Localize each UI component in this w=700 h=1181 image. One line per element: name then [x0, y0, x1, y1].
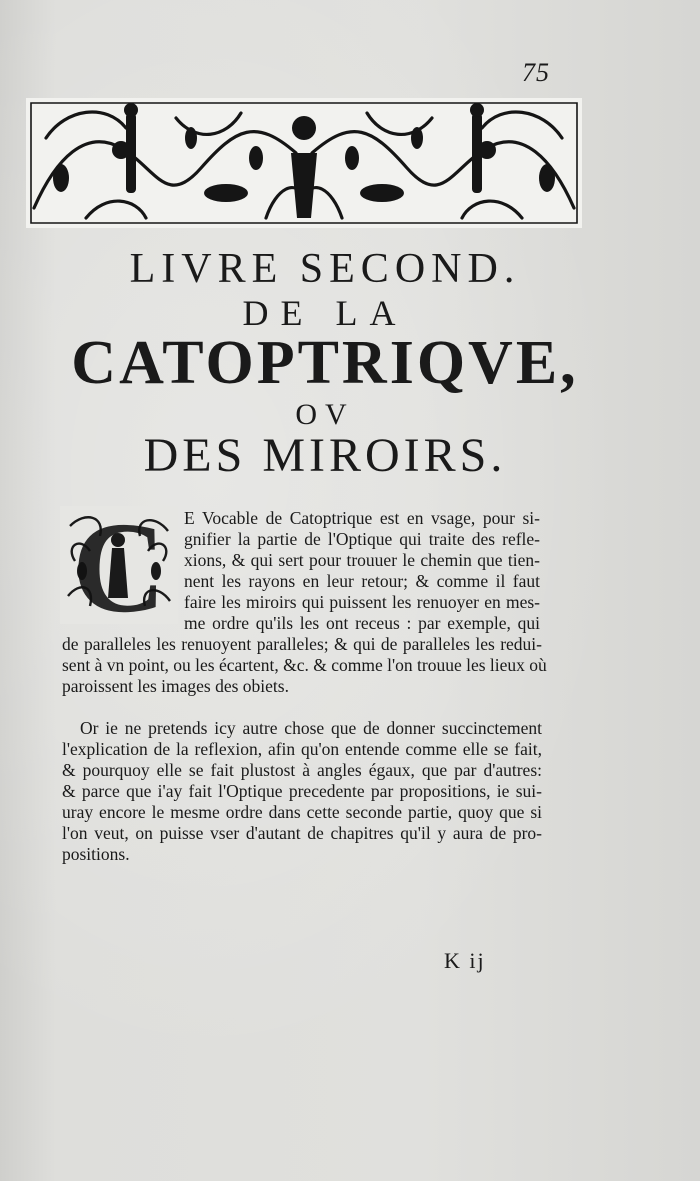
paragraph-1-continued — [62, 634, 547, 697]
drop-cap-letter: C — [72, 506, 166, 624]
title-line-2: DE LA — [242, 293, 408, 333]
text-line: de paralleles les renuoyent paralleles; & qui de paralleles les redui- — [62, 634, 542, 654]
paragraph-2 — [62, 718, 542, 865]
text-line: xions, & qui sert pour trouuer le chemin que tien- — [184, 550, 540, 570]
text-line: me ordre qu'ils les ont receus : par exemple, qui — [184, 613, 540, 633]
decorated-initial — [60, 506, 178, 624]
text-line: Or ie ne pretends icy autre chose que de donner succinctement — [80, 718, 542, 738]
ornamental-headpiece — [26, 98, 582, 228]
signature-mark: K ij — [444, 948, 486, 973]
text-line: faire les miroirs qui puissent les renuoyer en mes- — [184, 592, 540, 612]
text-line: positions. — [62, 844, 130, 864]
text-line: E Vocable de Catoptrique est en vsage, pour si- — [184, 508, 540, 528]
paragraph-1-beside-initial — [184, 508, 540, 634]
text-line: nent les rayons en leur retour; & comme il faut — [184, 571, 540, 591]
text-line: uray encore le mesme ordre dans cette seconde partie, quoy que si — [62, 802, 542, 822]
text-line: paroissent les images des obiets. — [62, 676, 289, 696]
text-line: l'explication de la reflexion, afin qu'on entende comme elle se fait, — [62, 739, 542, 759]
text-line: sent à vn point, ou les écartent, &c. & comme l'on trouue les lieux où — [62, 655, 547, 675]
title-line-5: DES MIROIRS. — [143, 429, 507, 482]
text-line: l'on veut, on puisse vser d'autant de chapitres qu'il y aura de pro- — [62, 823, 542, 843]
text-line: & pourquoy elle se fait plustost à angles égaux, que par d'autres: — [62, 760, 542, 780]
page-number: 75 — [522, 58, 550, 87]
text-line: & parce que i'ay fait l'Optique precedente par propositions, ie sui- — [62, 781, 542, 801]
title-line-3: CATOPTRIQVE, — [71, 329, 579, 397]
text-line: gnifier la partie de l'Optique qui traite des refle- — [184, 529, 540, 549]
title-line-4: OV — [295, 398, 355, 431]
title-line-1: LIVRE SECOND. — [129, 246, 521, 292]
